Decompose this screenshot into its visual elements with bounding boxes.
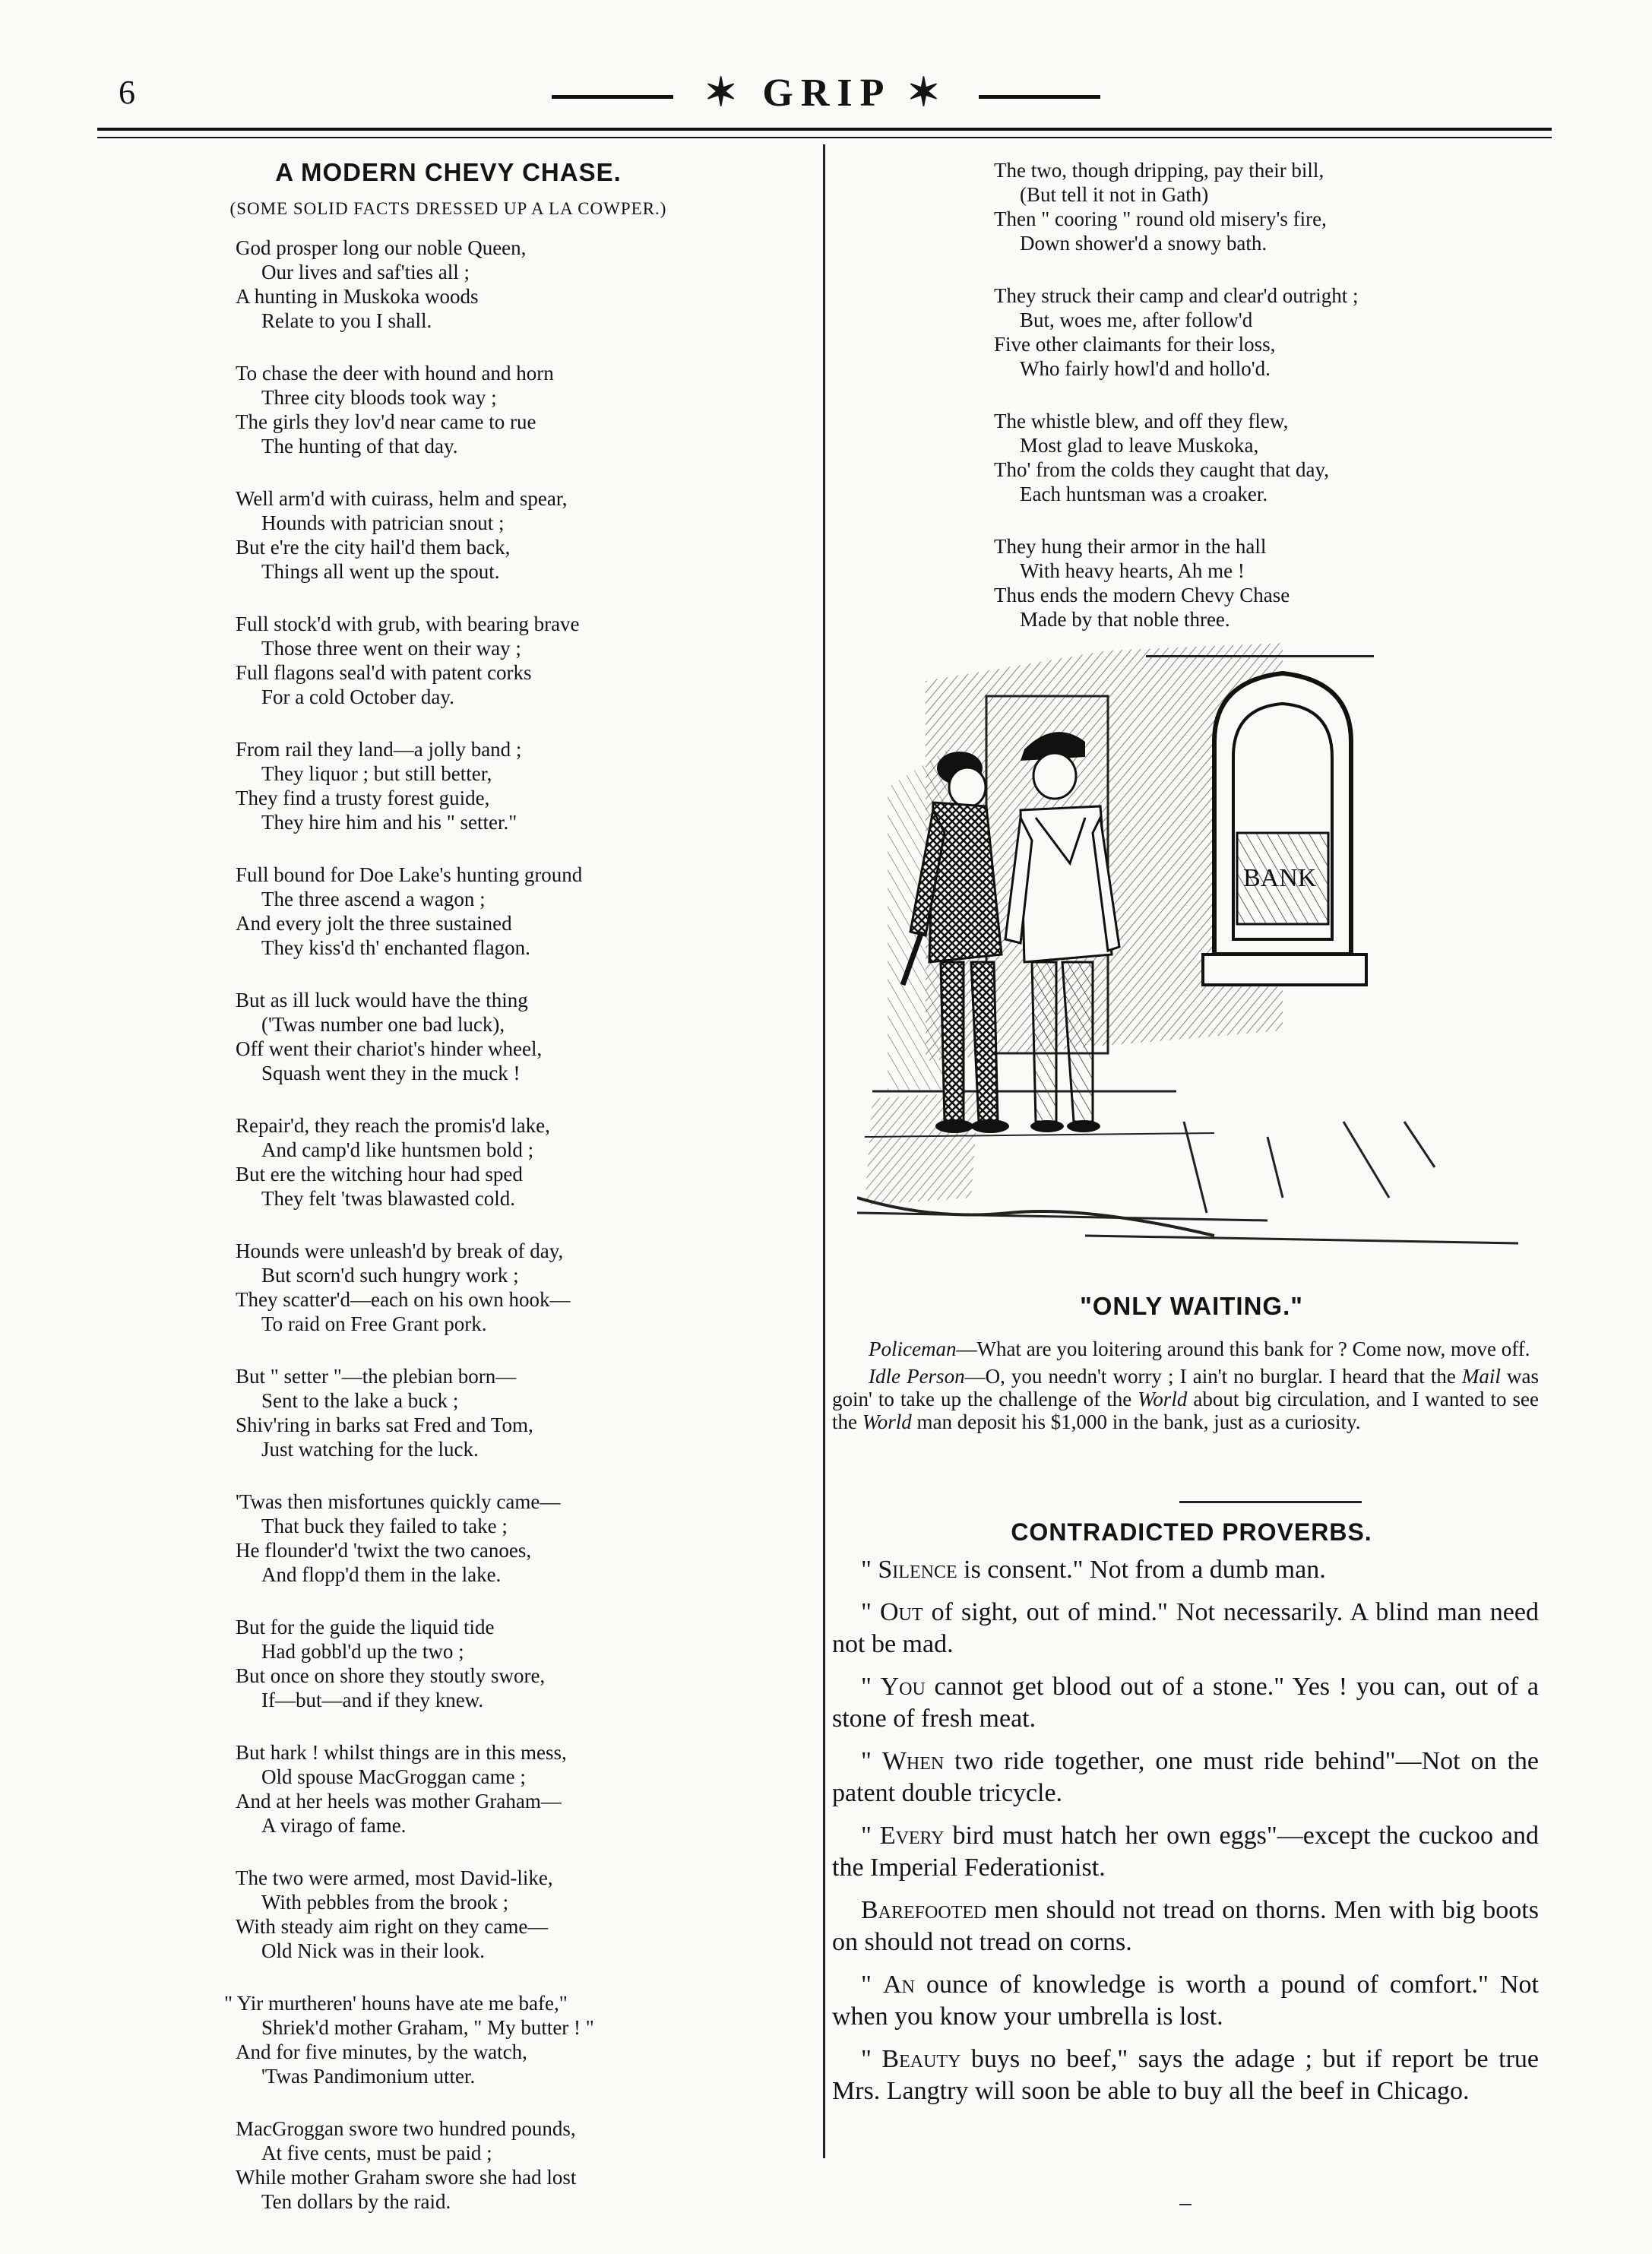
masthead-right-rule <box>979 95 1100 99</box>
poem-line: God prosper long our noble Queen, <box>236 236 527 259</box>
poem-line: " Yir murtheren' houns have ate me bafe," <box>224 1992 568 2015</box>
masthead-title: GRIP <box>762 71 890 115</box>
poem-line: (But tell it not in Gath) <box>1020 183 1209 206</box>
poem-line: But once on shore they stoutly swore, <box>236 1664 546 1687</box>
poem-line: Full stock'd with grub, with bearing brave <box>236 613 580 635</box>
proverb-item: " An ounce of knowledge is worth a pound of comfort." Not when you know your umbrella is lost. <box>832 1971 1539 2031</box>
poem-line: A hunting in Muskoka woods <box>236 285 479 308</box>
bank-sign: BANK <box>1243 864 1317 892</box>
poem-line: Old Nick was in their look. <box>261 1939 485 1962</box>
proverb-lead: Beauty <box>881 2045 961 2073</box>
poem-stanza <box>236 361 805 458</box>
proverb-item: " You cannot get blood out of a stone." Yes ! you can, out of a stone of fresh meat. <box>832 1673 1539 1733</box>
proverb-text: is consent." Not from a dumb man. <box>957 1556 1326 1584</box>
poem-line: They struck their camp and clear'd outright ; <box>994 284 1359 307</box>
proverb-item <box>832 1895 1539 1958</box>
poem-line: ('Twas number one bad luck), <box>261 1013 505 1036</box>
poem-stanza <box>236 612 805 709</box>
poem-line: Shiv'ring in barks sat Fred and Tom, <box>236 1413 533 1436</box>
poem-line: But ere the witching hour had sped <box>236 1163 523 1186</box>
poem-line: They hire him and his " setter." <box>261 811 517 834</box>
poem-line: Full flagons seal'd with patent corks <box>236 661 532 684</box>
poem-stanza <box>236 1489 805 1587</box>
poem-line: Hounds with patrician snout ; <box>261 511 505 534</box>
poem-line: Repair'd, they reach the promis'd lake, <box>236 1114 550 1137</box>
poem-subtitle: (SOME SOLID FACTS DRESSED UP A LA COWPER.) <box>229 199 667 218</box>
poem-line: They kiss'd th' enchanted flagon. <box>261 936 530 959</box>
poem-line: And for five minutes, by the watch, <box>236 2040 527 2063</box>
poem-line: Five other claimants for their loss, <box>994 333 1276 356</box>
poem-stanza <box>236 2116 805 2214</box>
poem-stanzas-right <box>964 158 1556 632</box>
poem-stanza <box>236 1364 805 1461</box>
poem-line: Off went their chariot's hinder wheel, <box>236 1037 543 1060</box>
proverb-lead: Silence <box>878 1556 957 1584</box>
poem-line: Things all went up the spout. <box>261 560 500 583</box>
policeman-line: Policeman—What are you loitering around this bank for ? Come now, move off. <box>869 1338 1530 1360</box>
poem-stanza <box>236 1615 805 1712</box>
poem-line: To chase the deer with hound and horn <box>236 362 554 385</box>
poem-line: He flounder'd 'twixt the two canoes, <box>236 1539 532 1562</box>
poem-line: From rail they land—a jolly band ; <box>236 738 522 761</box>
poem-line: And flopp'd them in the lake. <box>261 1563 502 1586</box>
proverb-text: of sight, out of mind." Not necessarily. A blind man need not be mad. <box>832 1598 1539 1658</box>
proverb-lead: When <box>881 1747 945 1775</box>
proverb-item: " When two ride together, one must ride behind"—Not on the patent double tricycle. <box>832 1747 1539 1807</box>
poem-line: They liquor ; but still better, <box>261 762 492 785</box>
proverb-lead: An <box>882 1971 915 1999</box>
idle-person-label: Idle Person <box>869 1365 965 1388</box>
cartoon-illustration <box>857 635 1518 1268</box>
poem-line: They hung their armor in the hall <box>994 535 1267 558</box>
poem-line: Made by that noble three. <box>1020 608 1230 631</box>
poem-line: With heavy hearts, Ah me ! <box>1020 559 1245 582</box>
idle-person-line: Idle Person—O, you needn't worry ; I ain't no burglar. I heard that the Mail was goin' to take up the challenge of the World about big circulation, and I wanted to see the World man deposit his $1,000 in the bank, just as a curiosity. <box>832 1365 1540 1433</box>
poem-line: A virago of fame. <box>261 1814 407 1837</box>
proverb-item: " Every bird must hatch her own eggs"—except the cuckoo and the Imperial Federationist. <box>832 1822 1539 1882</box>
poem-line: Had gobbl'd up the two ; <box>261 1640 464 1663</box>
poem-line: If—but—and if they knew. <box>261 1689 484 1711</box>
poem-title: A MODERN CHEVY CHASE. <box>275 158 622 186</box>
poem-stanza <box>236 863 805 960</box>
poem-stanza <box>236 1866 805 1963</box>
poem-line: And every jolt the three sustained <box>236 912 512 935</box>
poem-line: They felt 'twas blawasted cold. <box>261 1187 516 1210</box>
poem-line: The girls they lov'd near came to rue <box>236 410 536 433</box>
poem-line: Squash went they in the muck ! <box>261 1062 521 1084</box>
poem-line: With pebbles from the brook ; <box>261 1891 509 1914</box>
poem-stanza <box>236 1113 805 1211</box>
poem-stanza <box>224 1991 805 2088</box>
poem-line: Those three went on their way ; <box>261 637 521 660</box>
poem-line: But e're the city hail'd them back, <box>236 536 511 559</box>
poem-line: They find a trusty forest guide, <box>236 787 490 809</box>
proverbs-list <box>832 1554 1539 2118</box>
poem-line: 'Twas then misfortunes quickly came— <box>236 1490 561 1513</box>
poem-line: Tho' from the colds they caught that day, <box>994 458 1329 481</box>
poem-line: For a cold October day. <box>261 685 454 708</box>
poem-line: To raid on Free Grant pork. <box>261 1312 487 1335</box>
poem-stanza <box>994 283 1556 381</box>
poem-line: Just watching for the luck. <box>261 1438 479 1461</box>
poem-line: With steady aim right on they came— <box>236 1915 549 1938</box>
policeman-label: Policeman <box>869 1338 957 1360</box>
poem-line: Thus ends the modern Chevy Chase <box>994 584 1290 606</box>
proverb-lead: Barefooted <box>861 1896 987 1924</box>
proverbs-title: CONTRADICTED PROVERBS. <box>1011 1518 1372 1546</box>
column-divider <box>823 144 825 2158</box>
page-number: 6 <box>119 74 135 111</box>
poem-line: At five cents, must be paid ; <box>261 2142 492 2164</box>
poem-line: Ten dollars by the raid. <box>261 2190 451 2213</box>
poem-line: But scorn'd such hungry work ; <box>261 1264 519 1287</box>
poem-line: The hunting of that day. <box>261 435 458 457</box>
cartoon-caption-title: "ONLY WAITING." <box>1080 1292 1303 1320</box>
poem-stanza <box>236 1740 805 1838</box>
poem-line: Each huntsman was a croaker. <box>1020 483 1268 505</box>
proverb-item: " Beauty buys no beef," says the adage ; but if report be true Mrs. Langtry will soon be able to buy all the beef in Chicago. <box>832 2045 1539 2105</box>
masthead-star-left: ✶ <box>704 71 745 115</box>
proverb-lead: You <box>880 1673 926 1701</box>
poem-line: But " setter "—the plebian born— <box>236 1365 517 1388</box>
header-rule <box>97 128 1552 131</box>
poem-stanza <box>236 236 805 333</box>
poem-line: The three ascend a wagon ; <box>261 888 486 910</box>
poem-stanza <box>994 534 1556 632</box>
proverb-text: ounce of knowledge is worth a pound of comfort." Not when you know your umbrella is lost. <box>832 1971 1539 2031</box>
window-sill <box>1203 954 1366 985</box>
masthead <box>0 70 1652 116</box>
poem-line: The two, though dripping, pay their bill, <box>994 159 1324 182</box>
poem-line: The two were armed, most David-like, <box>236 1866 553 1889</box>
masthead-left-rule <box>552 95 673 99</box>
poem-line: Three city bloods took way ; <box>261 386 497 409</box>
poem-line: Old spouse MacGroggan came ; <box>261 1765 526 1788</box>
poem-line: But, woes me, after follow'd <box>1020 309 1253 331</box>
proverb-item: " Silence is consent." Not from a dumb man. <box>861 1556 1326 1584</box>
poem-line: Relate to you I shall. <box>261 309 432 332</box>
poem-stanza <box>236 737 805 834</box>
poem-line: Our lives and saf'ties all ; <box>261 261 470 283</box>
poem-stanza <box>236 988 805 1085</box>
proverb-text: bird must hatch her own eggs"—except the cuckoo and the Imperial Federationist. <box>832 1822 1539 1882</box>
poem-line: Sent to the lake a buck ; <box>261 1389 459 1412</box>
poem-stanzas-left <box>182 236 805 2214</box>
poem-line: Shriek'd mother Graham, " My butter ! " <box>261 2016 594 2039</box>
poem-line: Then " cooring " round old misery's fire, <box>994 207 1327 230</box>
header-rule-thin <box>97 137 1552 138</box>
poem-line: MacGroggan swore two hundred pounds, <box>236 2117 576 2140</box>
masthead-star-right: ✶ <box>907 71 948 115</box>
section-rule-2 <box>1179 1501 1362 1503</box>
poem-line: Hounds were unleash'd by break of day, <box>236 1239 564 1262</box>
proverb-text: men should not tread on thorns. Men with big boots on should not tread on corns. <box>832 1896 1539 1956</box>
poem-line: And at her heels was mother Graham— <box>236 1790 562 1812</box>
poem-stanza <box>236 1239 805 1336</box>
poem-continuation-column <box>964 158 1556 657</box>
proverb-item: " Out of sight, out of mind." Not necessarily. A blind man need not be mad. <box>832 1598 1539 1658</box>
proverb-text: two ride together, one must ride behind"—Not on the patent double tricycle. <box>832 1747 1539 1807</box>
proverb-lead: Out <box>879 1598 923 1626</box>
poem-line: But as ill luck would have the thing <box>236 989 528 1011</box>
poem-line: Most glad to leave Muskoka, <box>1020 434 1259 457</box>
poem-line: But hark ! whilst things are in this mess, <box>236 1741 567 1764</box>
poem-line: Well arm'd with cuirass, helm and spear, <box>236 487 568 510</box>
cartoon-dialogue <box>832 1338 1539 1438</box>
proverb-text: buys no beef," says the adage ; but if report be true Mrs. Langtry will soon be able to buy all the beef in Chicago. <box>832 2045 1539 2105</box>
poem-line: That buck they failed to take ; <box>261 1515 508 1537</box>
poem-line: They scatter'd—each on his own hook— <box>236 1288 571 1311</box>
poem-line: The whistle blew, and off they flew, <box>994 410 1289 432</box>
poem-stanza <box>994 409 1556 506</box>
poem-line: Down shower'd a snowy bath. <box>1020 232 1267 255</box>
poem-stanza <box>236 486 805 584</box>
poem-column <box>182 158 805 2242</box>
proverb-lead: Every <box>879 1822 945 1850</box>
poem-line: But for the guide the liquid tide <box>236 1616 495 1638</box>
poem-stanza <box>994 158 1556 255</box>
poem-line: 'Twas Pandimonium utter. <box>261 2065 476 2088</box>
bottom-mark <box>1179 2204 1192 2205</box>
poem-line: Full bound for Doe Lake's hunting ground <box>236 863 583 886</box>
proverb-text: cannot get blood out of a stone." Yes ! you can, out of a stone of fresh meat. <box>832 1673 1539 1733</box>
poem-line: And camp'd like huntsmen bold ; <box>261 1138 534 1161</box>
poem-line: Who fairly howl'd and hollo'd. <box>1020 357 1271 380</box>
poem-line: While mother Graham swore she had lost <box>236 2166 577 2189</box>
